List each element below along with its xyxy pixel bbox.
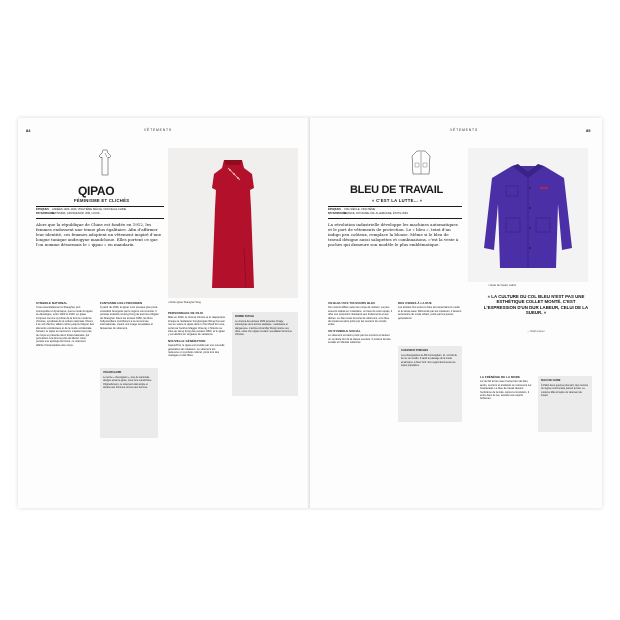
article-subtitle: FÉMINISME ET CLICHÉS (74, 198, 130, 203)
jacket-photo (468, 148, 588, 282)
qipao-sketch-icon (96, 148, 114, 178)
column-personnage-film (168, 312, 226, 358)
section-heading: UN BLEU PAS TOUJOURS BLEU (328, 301, 376, 305)
section-heading: LA FRÉNÉSIE DE LA MODE (480, 375, 521, 379)
lead-paragraph: La révolution industrielle développe les machines automatiques et le port de vêtements de protection. Le « bleu », teint d'un indigo peu coûteux, remplace la blouse. Même si le bleu de travail désigne aussi salopettes et combinaisons, c'est la veste à poches qui demeure son modèle le plus emblématique. (328, 222, 459, 247)
divider (36, 206, 164, 207)
section-text: Aujourd'hui, le qipao est revisité par une nouvelle génération de créateurs. Le vêtement est redevenu un symbole culturel, porté lors des mariages et des fêtes. (168, 344, 225, 358)
section-heading: UN SYMBOLE SOCIAL (328, 328, 361, 333)
column-frenesie (480, 376, 534, 401)
section-heading: FANTASME HOLLYWOODIEN (100, 301, 143, 305)
divider (36, 218, 164, 219)
box-text: Le cinéma des années 1930 perpétue l'image stéréotypée de la femme asiatique : séduisante et dangereuse. L'actrice Anna May Wong incarne ces rôles, vêtue d'un qipao moulant, sexualisant la femme chinoise. (235, 320, 292, 337)
chasseur-images-box (398, 346, 462, 422)
section-heading: DES USINES À LA RUE (398, 301, 432, 305)
article-title: QIPAO (78, 184, 115, 198)
page-number: 84 (26, 128, 31, 133)
running-head: VÊTEMENTS (450, 128, 478, 132)
pull-quote: « LA CULTURE DU COL BLEU N'EST PAS UNE ESTHÉTIQUE COLLET MONTÉ. C'EST L'EXPRESSION D'UN DUR LABEUR, CELUI DE LA SUEUR. » (483, 294, 589, 316)
meta-row: ÉPOQUES XIXe SIÈCLE, VINGTIÈME (328, 208, 376, 211)
meta-row: ÉPOQUES ANNÉES 1920–1940, VINGTIÈME SIÈCLE, NOUVELLE CHINE (36, 208, 127, 211)
red-dress-image (168, 148, 298, 298)
column-fantasme (100, 302, 160, 330)
meta-block (328, 208, 462, 216)
meta-row: PAYS/ORIGINEALTISSIMA, GROSVENOR, IRIS, LOUIS… (36, 212, 102, 216)
article-subtitle: « C'EST LA LUTTE… » (372, 198, 423, 203)
lead-paragraph: Alors que la république de Chine est fondée en 1912, les femmes endossent une tenue plus égalitaire. Afin d'affirmer leur identité, ces femmes adoptent un vêtement inspiré d'une longue tunique androgyne mandchoue. Elles portent ce que l'on nomme désormais le « qipao » en mandarin. (36, 222, 162, 247)
box-heading: CHASSEUR D'IMAGES (401, 349, 428, 352)
meta-row: PAYS/ORIGINEFRANCE, ROYAUME-UNI, ALLEMAGNE, ÉTATS-UNIS (328, 212, 408, 216)
photo-caption: • Veste de travail, Lafont (488, 284, 517, 287)
section-heading: NOUVELLE GÉNÉRATION (168, 338, 206, 343)
column-symbole-national (36, 302, 94, 347)
divider (328, 206, 462, 207)
box-text: Les photographes de Bill Cunningham, ici, ont fait de la rue son studio. Il saisit le passage de la mode américaine, à New York. Son regard documente les styles populaires. (401, 354, 457, 367)
meta-block (36, 208, 164, 216)
section-heading: SYMBOLE NATIONAL (36, 301, 68, 305)
box-heading: BLEU DE CHINE (541, 379, 561, 382)
divider (328, 218, 462, 219)
qipao-photo (168, 148, 298, 298)
work-jacket-sketch-icon (410, 148, 432, 178)
box-text: Le terme « cheongsam », issu du cantonais, désigne aussi le qipao, sous l'ère mandchoue. Originellement, ce vêtement était ample et destiné aux hommes comme aux femmes. (103, 376, 152, 389)
section-text: Les artistes font entrer le bleu de travail dans la mode et le street-wear. Réinventé par les créateurs, il devient accessoire de mode urbain, porté par les jeunes générations. (398, 306, 462, 320)
box-heading: FEMME FATALE (235, 315, 255, 318)
box-text: À Pékin deux guerres plus tard, des ouvriers du régime communiste portent le bleu. Le costume Mao s'inspire du vêtement de travail. (541, 384, 589, 397)
section-text: La vie fait le lien avec l'usine bien de bleu après, ouvriers et étudiants se retrouvent sur l'esplanade. Le bleu de travail devient l'emblème de la lutte. Après la révolution, il entre dans la rue, associé aux esprits bohèmes. (480, 380, 532, 401)
section-text: Son coloris diffère selon les corps de métiers. La plus souvent réalisé en moleskine, un tissu de coton épais, il offre une protection résistante aux frottements et aux tâches. Le bleu reste la teinte de référence, et le bleu de travail est alors porté par les ouvriers du monde entier. (328, 306, 393, 327)
section-text: C'est essentiellement à Shanghai, port cosmopolite et dynamique, que la mode du qipao se développe, entre 1920 et 1940. Le qipao s'impose comme symbole de la femme moderne chinoise, syndicate de la culture nationale. Divers, il se voit d'écrire, alliant même jusqu'à intégrer des éléments occidentaux et de la mode occidentale. Suivant, le qipao se raccourcit, s'ajuste tout près du corps et présente deux fentes latérales, qui permettent à la femme plus de liberté. Ainsi portant une apologie féminine, ce vêtement affiche l'émancipation des corps. (36, 306, 94, 347)
vocabulary-box (100, 368, 158, 438)
book-spread (18, 118, 602, 508)
quote-source: — Ralph Lauren (527, 330, 545, 333)
section-text: Le vêtement est alors porté par les ouvriers et devient un symbole fort de la classe ouvrière. Il incarne la lutte sociale et l'identité collective. (328, 334, 391, 345)
column-usines-rue (398, 302, 462, 320)
box-heading: VOCABULAIRE (103, 371, 122, 374)
running-head: VÊTEMENTS (144, 128, 172, 132)
femme-fatale-box (232, 312, 298, 396)
section-text: À partir de 1949, le qipao n'est presque plus porté, considéré bourgeois par le régime communiste. Il persiste toutefois à Hong Kong de quoi les réfugiés de Shanghai. Dans les années 1950, les films hollywoodiens contribuent à sa renommée internationale, créant une image sexualisée et fantasmée du vêtement. (100, 306, 159, 330)
blue-jacket-image (468, 148, 588, 282)
page-number: 85 (586, 128, 591, 133)
left-page (18, 118, 310, 508)
section-heading: PERSONNAGE DE FILM (168, 311, 203, 315)
column-bleu-pas-bleu (328, 302, 392, 344)
section-text: Mais en 2000, le cinéma chinois se le réapproprie lorsque le réalisateur hongkongais Wong Kar-wai met en scène le qipao dans In the Mood for Love, porté par l'actrice Maggie Cheung. L'histoire se situe au Hong Kong des années 1960, et le qipao y est décliné en vingtaine de variations. (168, 316, 226, 337)
right-page (310, 118, 602, 508)
photo-caption: • Robe qipao Shanghai Tang (168, 301, 201, 304)
article-title: BLEU DE TRAVAIL (350, 184, 443, 196)
bleu-de-chine-box (538, 376, 592, 432)
